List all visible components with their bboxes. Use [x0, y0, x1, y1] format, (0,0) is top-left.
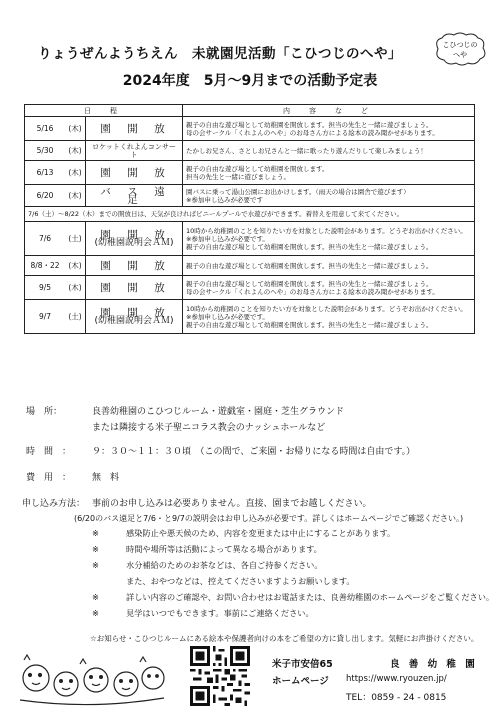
sheep-illustration [16, 648, 166, 710]
notice-item [0, 560, 500, 574]
place-value-2: または隣接する米子聖ニコラス教会のナッシュホールなど [92, 423, 326, 433]
detail-line: ※参加申し込みが必要です [186, 195, 263, 204]
row-weekday: (土) [65, 222, 86, 256]
row-activity [86, 256, 183, 276]
row-weekday: (木) [65, 185, 86, 207]
detail-line: 母の会サークル「くれよんのへや」のお母さん方による絵本の読み聞かせがあります。 [186, 287, 439, 296]
schedule-subtitle: 2024年度 5月～9月までの活動予定表 [122, 73, 378, 89]
row-date: 5/16 [25, 117, 66, 141]
detail-line: 親子の自由な遊び場として幼稚園を開放します。担当の先生と一緒に遊びましょう。 [186, 242, 433, 251]
row-details [183, 222, 475, 256]
activity-name: ロケットくれよんコンサート [92, 142, 176, 159]
detail-line: ※参加申し込みが必要です。 [186, 234, 269, 243]
row-activity [86, 117, 183, 141]
table-row [25, 185, 475, 207]
row-details [183, 256, 475, 276]
activity-name: 園 開 放 [100, 281, 168, 294]
time-value: ９：３０～１１：３０頃 （この間で、ご来園・お帰りになる時間は自由です。） [92, 447, 416, 457]
row-details [183, 141, 475, 161]
notice-text: 詳しい内容のご確認や、お問い合わせはお電話または、良善幼稚園のホームページをご覧ください。 [126, 592, 495, 602]
notice-text: 水分補給のためのお茶などは、各自ご持参ください。 [126, 560, 323, 570]
notice-mark: ※ [92, 560, 99, 570]
activity-name: バ ス 遠 足 [100, 185, 182, 206]
notice-mark: ※ [92, 544, 99, 554]
row-activity [86, 300, 183, 334]
apply-value: 事前のお申し込みは必要ありません。直接、園までお越しください。 [92, 499, 372, 509]
homepage-url[interactable]: https://www.ryouzen.jp/ [346, 674, 447, 684]
notice-item [0, 608, 500, 622]
table-row [25, 222, 475, 256]
table-row [25, 117, 475, 141]
notice-item [0, 544, 500, 558]
row-date: 6/13 [25, 161, 66, 185]
table-header-row [25, 105, 475, 117]
col-header-schedule: 日 程 [25, 105, 183, 117]
school-name: 良 善 幼 稚 園 [390, 659, 478, 670]
row-activity [86, 185, 183, 207]
detail-line: たかしお兄さん、さとしお兄さんと一緒に歌ったり遊んだりして楽しみましょう！ [186, 146, 427, 155]
notice-text: また、おやつなどは、控えてくださいますようお願いします。 [126, 576, 355, 586]
table-row [25, 300, 475, 334]
activity-name: 園 開 放 [100, 259, 168, 272]
row-date: 9/5 [25, 276, 66, 300]
row-details [183, 185, 475, 207]
apply-note: (6/20のバス遠足と7/6・と9/7の説明会はお申し込みが必要です。詳しくはホームページでご確認ください。) [74, 514, 464, 523]
page-title: りょうぜんようちえん 未就園児活動「こひつじのへや」 [38, 46, 402, 62]
notice-item [0, 576, 500, 590]
row-activity [86, 276, 183, 300]
telephone-number: TEL：0859 - 24 - 0815 [346, 693, 447, 703]
row-weekday: (木) [65, 276, 86, 300]
row-date: 5/30 [25, 141, 66, 161]
activity-name: 園 開 放 [100, 228, 168, 241]
notice-text: 見学はいつでもできます。事前にご連絡ください。 [126, 608, 314, 618]
row-details [183, 117, 475, 141]
table-row [25, 276, 475, 300]
schedule-body [25, 117, 475, 334]
apply-label: 申し込み方法： [22, 499, 86, 509]
row-date: 8/8・22 [25, 256, 66, 276]
notice-mark: ※ [92, 528, 99, 538]
bottom-note: ☆お知らせ・こひつじルームにある絵本や保護者向けの本をご希望の方に貸し出します。気軽にお声掛けください。 [90, 634, 479, 643]
detail-line: 親子の自由な遊び場として幼稚園を開放します。担当の先生と一緒に遊びましょう。 [186, 320, 433, 329]
row-date: 7/6 [25, 222, 66, 256]
table-row [25, 161, 475, 185]
homepage-label: ホームページ [272, 676, 329, 687]
notice-mark: ※ [92, 592, 99, 602]
footer [16, 646, 491, 712]
water-play-note: 7/6（土）～8/22（木）までの開放日は、天気が良ければビニールプールで水遊びができます。着替えを用意して来てください。 [25, 207, 475, 222]
row-activity [86, 161, 183, 185]
time-label: 時 間 ： [26, 447, 72, 457]
notice-item [0, 528, 500, 542]
row-date: 6/20 [25, 185, 66, 207]
notice-item [0, 592, 500, 606]
detail-line: ※参加申し込みが必要です。 [186, 312, 269, 321]
row-activity [86, 141, 183, 161]
detail-line: 担当の先生と一緒に遊びましょう。 [186, 172, 290, 181]
table-row [25, 141, 475, 161]
table-row [25, 207, 475, 222]
row-activity [86, 222, 183, 256]
detail-line: 10時から幼稚園のことを知りたい方を対象とした説明会があります。どうぞお出かけください。 [186, 226, 467, 235]
place-label: 場 所： [26, 407, 63, 417]
notice-text: 感染防止や悪天候のため、内容を変更または中止にすることがあります。 [126, 528, 396, 538]
schedule-table [24, 104, 475, 334]
detail-line: 10時から幼稚園のことを知りたい方を対象とした説明会があります。どうぞお出かけください。 [186, 304, 467, 313]
fee-label: 費 用 ： [26, 473, 72, 483]
activity-name: 園 開 放 [100, 122, 168, 135]
detail-line: 親子の自由な遊び場として幼稚園を開放します。担当の先生と一緒に遊びましょう。 [186, 279, 433, 288]
detail-line: 親子の自由な遊び場として幼稚園を開放します。担当の先生と一緒に遊びましょう。 [186, 261, 433, 270]
row-details [183, 300, 475, 334]
activity-name: 園 開 放 [100, 306, 168, 319]
row-date: 9/7 [25, 300, 66, 334]
activity-subtitle: (幼稚園説明会ＡＭ) [94, 315, 174, 326]
notice-mark: ※ [92, 608, 99, 618]
row-weekday: (木) [65, 256, 86, 276]
col-header-content: 内 容 な ど [183, 105, 475, 117]
notice-text: 時間や場所等は活動によって異なる場合があります。 [126, 544, 322, 554]
row-details [183, 276, 475, 300]
kohitsuji-logo [432, 32, 488, 66]
place-value-1: 良善幼稚園のこひつじルーム・遊戯室・園庭・芝生グラウンド [92, 407, 345, 417]
fee-value: 無 料 [92, 473, 120, 483]
detail-line: 親子の自由な遊び場として幼稚園を開放します。 [186, 164, 329, 173]
row-details [183, 161, 475, 185]
activity-subtitle: (幼稚園説明会ＡＭ) [94, 237, 174, 248]
activity-name: 園 開 放 [100, 166, 168, 179]
row-weekday: (土) [65, 300, 86, 334]
detail-line: 母の会サークル「くれよんのへや」のお母さん方による絵本の読み聞かせがあります。 [186, 128, 439, 137]
row-weekday: (木) [65, 141, 86, 161]
svg-text:こひつじの: こひつじの [442, 41, 478, 49]
svg-text:へや: へや [453, 51, 467, 59]
table-row [25, 256, 475, 276]
detail-line: 親子の自由な遊び場として幼稚園を開放します。担当の先生と一緒に遊びましょう。 [186, 120, 433, 129]
detail-line: 園バスに乗って湯山公園にお出かけします。（雨天の場合は園舎で遊びます） [186, 187, 410, 196]
qr-code[interactable] [190, 646, 250, 706]
school-address: 米子市安倍65 [272, 659, 333, 670]
row-weekday: (木) [65, 117, 86, 141]
row-weekday: (木) [65, 161, 86, 185]
